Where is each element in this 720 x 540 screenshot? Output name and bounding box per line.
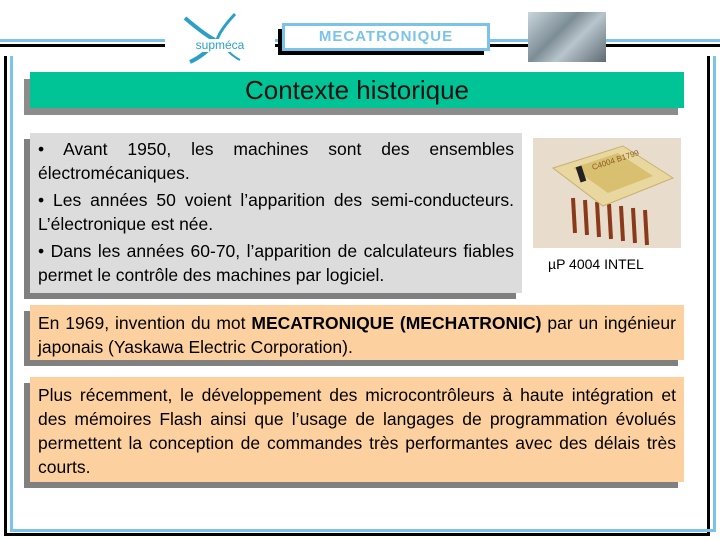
course-title: MECATRONIQUE: [282, 23, 490, 51]
svg-text:supméca: supméca: [195, 38, 245, 52]
header-photo: [528, 12, 606, 62]
intel-4004-photo: [533, 138, 681, 248]
slide-title: Contexte historique: [30, 72, 684, 108]
box1-term: MECATRONIQUE (MECHATRONIC): [251, 313, 542, 333]
supmeca-logo: [165, 10, 275, 66]
svg-text:C4004 B1799: C4004 B1799: [590, 148, 641, 172]
box2-text: Plus récemment, le développement des microcontrôleurs à haute intégration et des mémoires Flash ainsi que l’usage de langages de programmation évolués permettent la conception de commandes très performantes avec des délais très courts.: [38, 385, 676, 477]
box1-text-after: par un ingénieur japonais (Yaskawa Electric Corporation).: [38, 313, 676, 357]
history-bullets: [30, 133, 522, 293]
bullet-3: • Dans les années 60-70, l’apparition de calculateurs fiables permet le contrôle des machines par logiciel.: [38, 241, 514, 285]
bullet-1: • Avant 1950, les machines sont des ensembles électromécaniques.: [38, 139, 514, 183]
box1-text-before: En 1969, invention du mot: [38, 313, 252, 333]
image-caption: µP 4004 INTEL: [548, 256, 644, 272]
bullet-2: • Les années 50 voient l’apparition des semi-conducteurs. L’électronique est née.: [38, 190, 514, 234]
recent-developments-box: [30, 377, 684, 482]
mecatronique-origin-box: [30, 305, 684, 360]
